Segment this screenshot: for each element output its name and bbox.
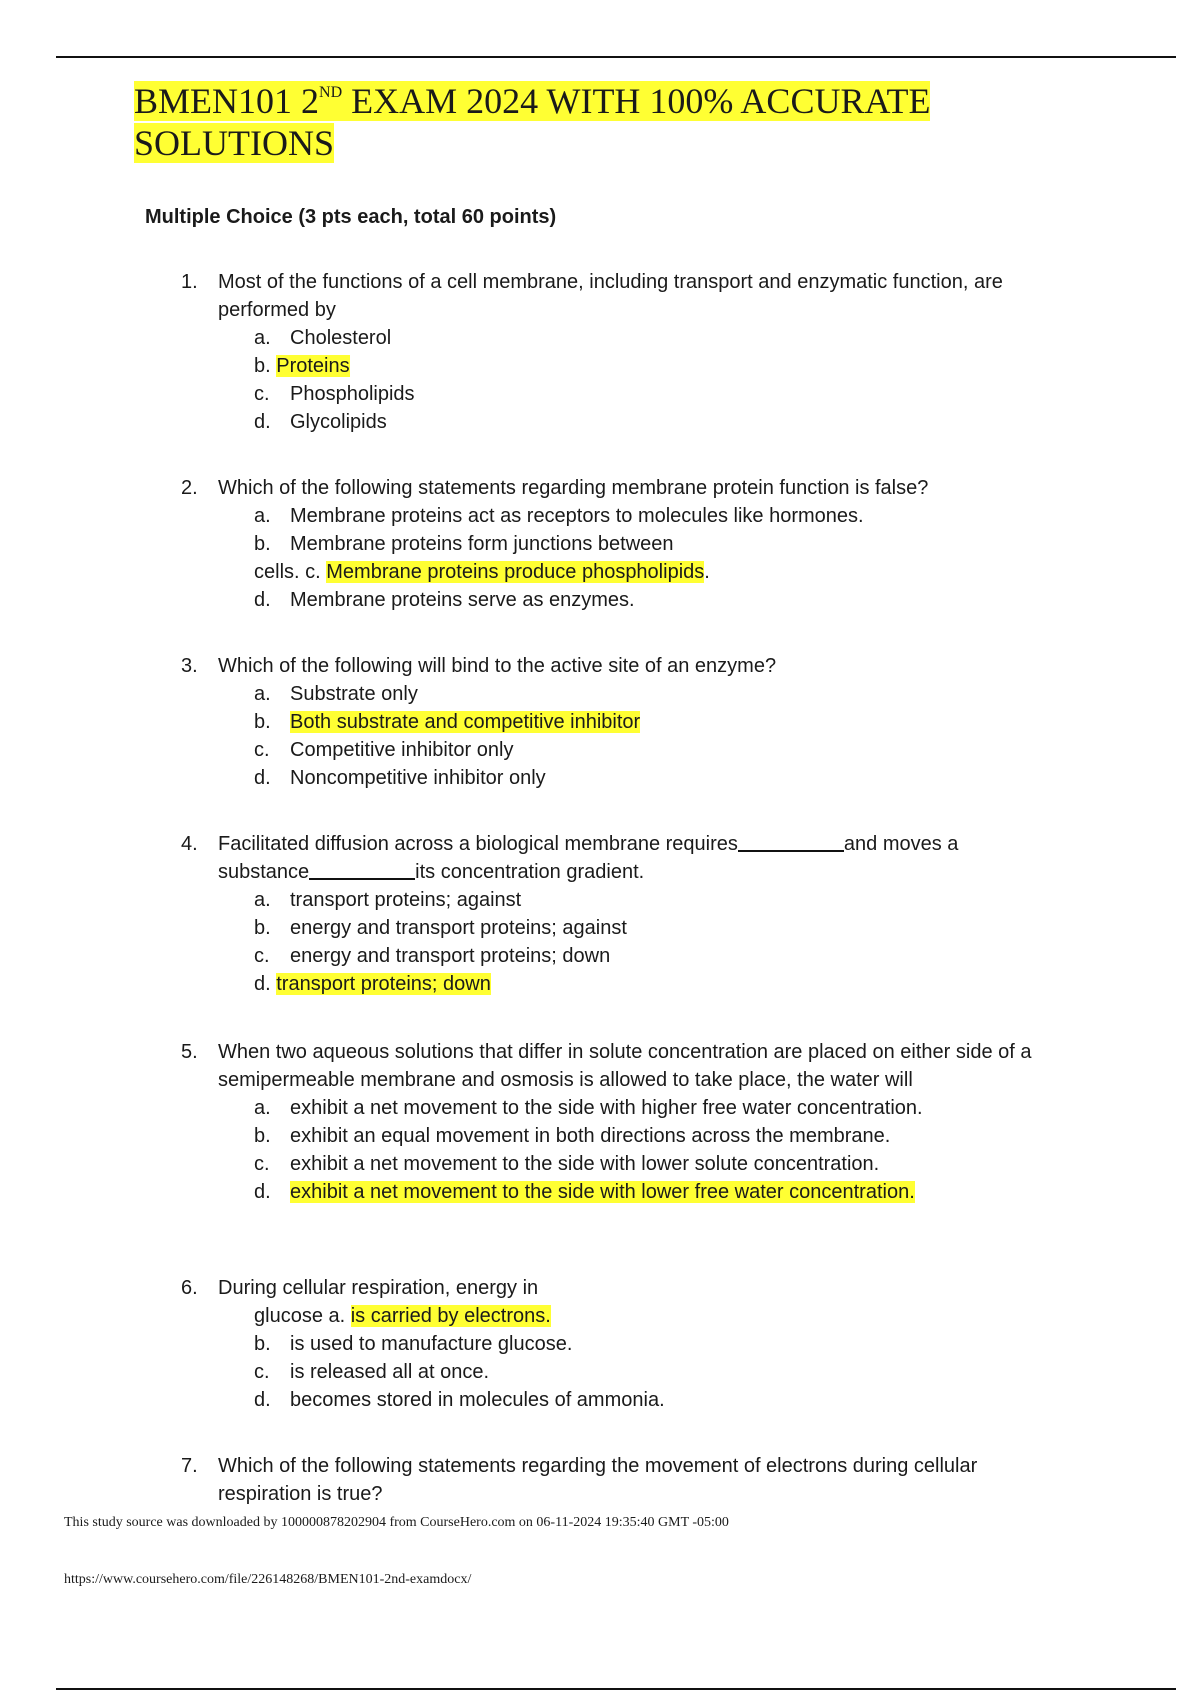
question-3: 3. Which of the following will bind to the active site of an enzyme? a. Substrate only b. Both substrate and competitive inhibitor c. Competitive inhibitor only d. Noncompetitive inhibitor only <box>181 652 1061 792</box>
source-url[interactable]: https://www.coursehero.com/file/226148268/BMEN101-2nd-examdocx/ <box>64 1572 472 1587</box>
option-5b: b. exhibit an equal movement in both directions across the membrane. <box>254 1125 891 1147</box>
option-5c: c. exhibit a net movement to the side with lower solute concentration. <box>254 1153 880 1175</box>
question-7: 7. Which of the following statements regarding the movement of electrons during cellular respiration is true? <box>181 1455 978 1505</box>
document-title: BMEN101 2ND EXAM 2024 WITH 100% ACCURATE SOLUTIONS <box>134 81 931 163</box>
bottom-rule <box>56 1688 1176 1690</box>
download-notice: This study source was downloaded by 100000878202904 from CourseHero.com on 06-11-2024 19:35:40 GMT -05:00 <box>64 1515 729 1530</box>
option-1c: c. Phospholipids <box>254 383 415 405</box>
option-6a: glucose a. is carried by electrons. <box>254 1305 551 1327</box>
option-6b: b. is used to manufacture glucose. <box>254 1333 573 1355</box>
option-1a: a. Cholesterol <box>254 327 392 349</box>
answer-blank <box>309 858 415 880</box>
question-2: 2. Which of the following statements regarding membrane protein function is false? a. Membrane proteins act as receptors to molecules like hormones. b. Membrane proteins form junctions between cells. c. Membrane proteins produce phospholipids. d. Membrane proteins serve as enzymes. <box>181 474 1061 614</box>
option-2a: a. Membrane proteins act as receptors to molecules like hormones. <box>254 505 864 527</box>
option-3d: d. Noncompetitive inhibitor only <box>254 767 546 789</box>
option-3c: c. Competitive inhibitor only <box>254 739 514 761</box>
option-6c: c. is released all at once. <box>254 1361 490 1383</box>
option-5a: a. exhibit a net movement to the side with higher free water concentration. <box>254 1097 923 1119</box>
option-4d: d. transport proteins; down <box>254 973 491 995</box>
question-5: 5. When two aqueous solutions that differ in solute concentration are placed on either side of a semipermeable membrane and osmosis is allowed to take place, the water will a. exhibit a net movement to the side with higher free water concentration. b. exhibit an equal movement in both directions across the membrane. c. exhibit a net movement to the side with lower solute concentration. d. exhibit a net movement to the side with lower free water concentration. <box>181 1038 1061 1206</box>
option-5d: d. exhibit a net movement to the side with lower free water concentration. <box>254 1181 915 1203</box>
option-4b: b. energy and transport proteins; against <box>254 917 627 939</box>
option-3b: b. Both substrate and competitive inhibitor <box>254 711 641 733</box>
option-2c: cells. c. Membrane proteins produce phospholipids. <box>254 561 710 583</box>
top-rule <box>56 56 1176 58</box>
question-6: 6. During cellular respiration, energy in glucose a. is carried by electrons. b. is used to manufacture glucose. c. is released all at once. d. becomes stored in molecules of ammonia. <box>181 1274 1061 1414</box>
option-3a: a. Substrate only <box>254 683 418 705</box>
answer-blank <box>738 830 844 852</box>
option-1b: b. Proteins <box>254 355 350 377</box>
option-4a: a. transport proteins; against <box>254 889 522 911</box>
section-heading: Multiple Choice (3 pts each, total 60 points) <box>145 206 557 228</box>
option-6d: d. becomes stored in molecules of ammonia. <box>254 1389 665 1411</box>
option-2b: b. Membrane proteins form junctions between <box>254 533 674 555</box>
question-4: 4. Facilitated diffusion across a biological membrane requires and moves a substance its concentration gradient. a. transport proteins; against b. energy and transport proteins; against c. energy and transport proteins; down d. transport proteins; down <box>181 830 1061 998</box>
question-1: 1. Most of the functions of a cell membrane, including transport and enzymatic function, are performed by a. Cholesterol b. Proteins c. Phospholipids d. Glycolipids <box>181 268 1061 436</box>
option-1d: d. Glycolipids <box>254 411 387 433</box>
option-2d: d. Membrane proteins serve as enzymes. <box>254 589 635 611</box>
option-4c: c. energy and transport proteins; down <box>254 945 611 967</box>
